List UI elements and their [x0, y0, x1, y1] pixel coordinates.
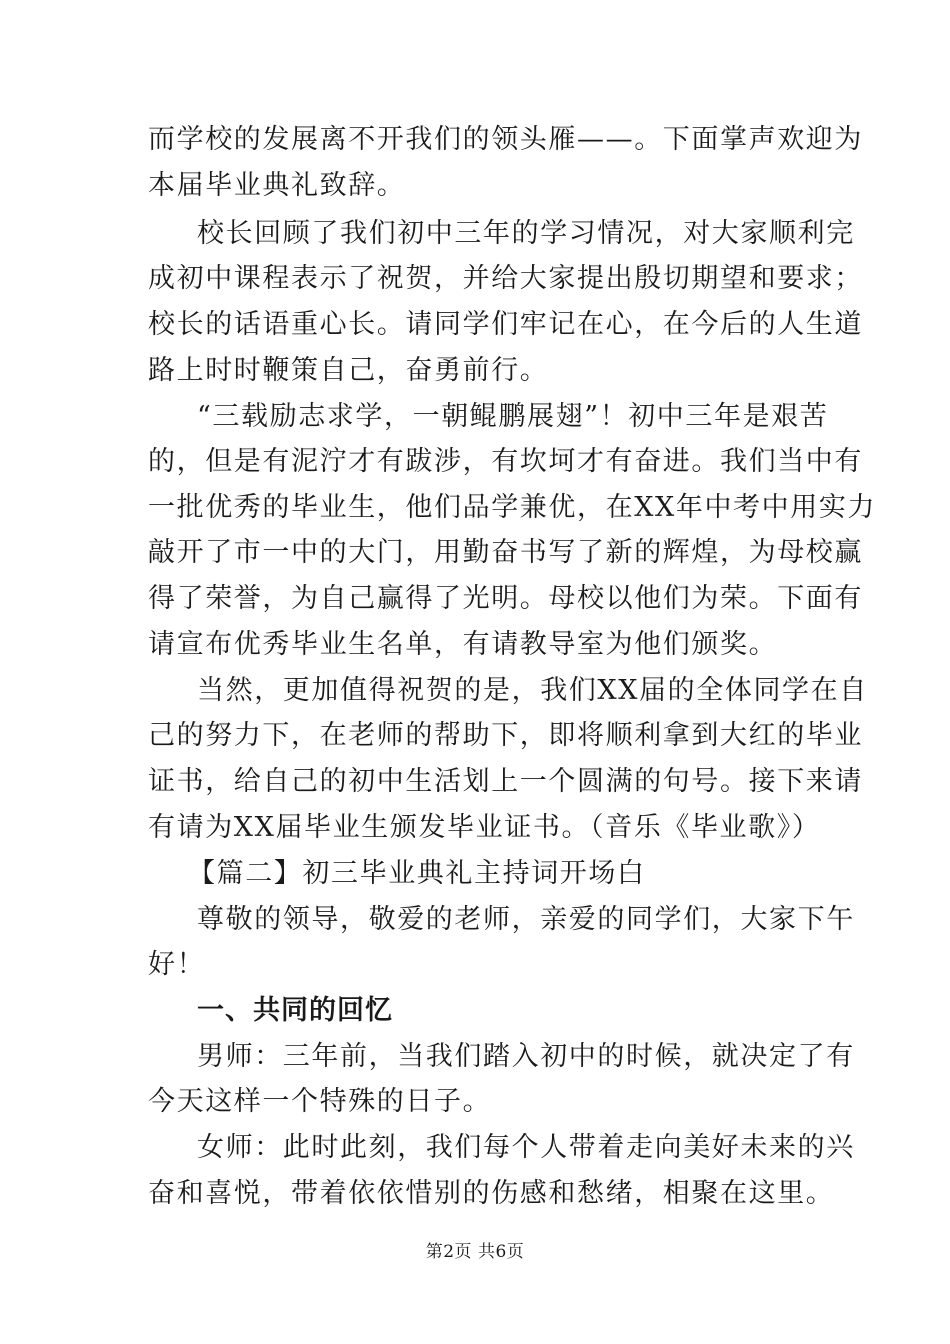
paragraph-line: 证书，给自己的初中生活划上一个圆满的句号。接下来请	[148, 766, 863, 797]
paragraph-line: 有请为XX届毕业生颁发毕业证书。（音乐《毕业歌》）	[148, 812, 821, 843]
paragraph-line: 己的努力下，在老师的帮助下，即将顺利拿到大红的毕业	[148, 720, 863, 751]
paragraph-line: 的，但是有泥泞才有跋涉，有坎坷才有奋进。我们当中有	[148, 446, 863, 477]
paragraph-line: 奋和喜悦，带着依依惜别的伤感和愁绪，相聚在这里。	[148, 1178, 835, 1209]
paragraph-line: 得了荣誉，为自己赢得了光明。母校以他们为荣。下面有	[148, 583, 863, 614]
paragraph-line: 路上时时鞭策自己，奋勇前行。	[148, 355, 549, 386]
section-title: 【篇二】初三毕业典礼主持词开场白	[188, 858, 646, 889]
paragraph-line: 男师：三年前，当我们踏入初中的时候，就决定了有	[197, 1041, 855, 1072]
page-footer: 第2页 共6页	[425, 1242, 525, 1262]
section-heading: 一、共同的回忆	[197, 995, 393, 1026]
paragraph-line: 当然，更加值得祝贺的是，我们XX届的全体同学在自	[197, 675, 868, 706]
paragraph-line: 今天这样一个特殊的日子。	[148, 1086, 492, 1117]
paragraph-line: 一批优秀的毕业生，他们品学兼优，在XX年中考中用实力	[148, 492, 877, 523]
paragraph-line: 请宣布优秀毕业生名单，有请教导室为他们颁奖。	[148, 629, 778, 660]
paragraph-line: 校长回顾了我们初中三年的学习情况，对大家顺利完	[197, 218, 855, 249]
paragraph-line: 女师：此时此刻，我们每个人带着走向美好未来的兴	[197, 1132, 855, 1163]
paragraph-line: 而学校的发展离不开我们的领头雁——。下面掌声欢迎为	[148, 124, 863, 155]
paragraph-line: 校长的话语重心长。请同学们牢记在心，在今后的人生道	[148, 309, 863, 340]
paragraph-line: 敲开了市一中的大门，用勤奋书写了新的辉煌，为母校赢	[148, 537, 863, 568]
paragraph-line: 好！	[148, 949, 206, 980]
paragraph-line: 成初中课程表示了祝贺，并给大家提出殷切期望和要求；	[148, 263, 863, 294]
paragraph-line: 尊敬的领导，敬爱的老师，亲爱的同学们，大家下午	[197, 904, 855, 935]
paragraph-line: “三载励志求学，一朝鲲鹏展翅”！初中三年是艰苦	[197, 401, 829, 432]
paragraph-line: 本届毕业典礼致辞。	[148, 170, 406, 201]
